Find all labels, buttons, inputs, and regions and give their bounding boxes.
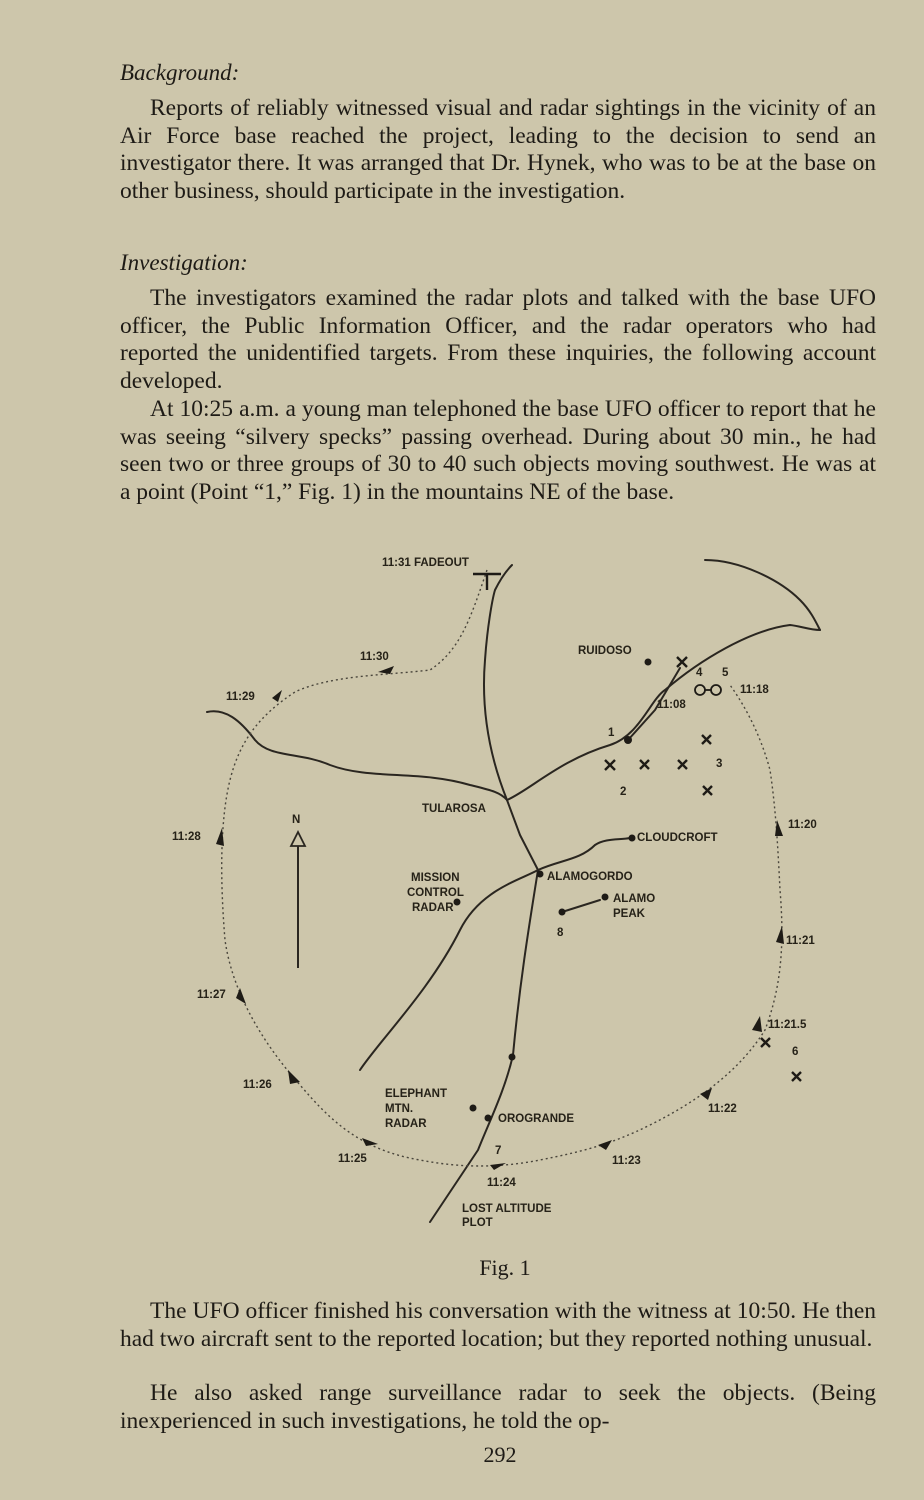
time-1125: 11:25 [338, 1153, 367, 1165]
time-1122: 11:22 [708, 1103, 737, 1115]
background-paragraph: Reports of reliably witnessed visual and radar sightings in the vicinity of an Air Force base reached the project, leading to the decision to send an investigator there. It was arranged that Dr. Hynek, who was to be at the base on other business, should participate in the investigation. [120, 95, 876, 204]
lost-altitude-2: PLOT [462, 1217, 493, 1229]
time-1123: 11:23 [612, 1155, 641, 1167]
time-1121: 11:21 [786, 935, 815, 947]
time-1118: 11:18 [740, 684, 769, 696]
investigation-paragraph-1: The investigators examined the radar plots and talked with the base UFO officer, the Public Information Officer, and the radar operators who had reported the unidentified targets. From these inquiries, the following account developed. [120, 285, 876, 394]
time-1124: 11:24 [487, 1177, 516, 1189]
point-5: 5 [722, 667, 729, 679]
place-alamogordo: ALAMOGORDO [547, 871, 633, 883]
point-2: 2 [620, 786, 627, 798]
time-1130: 11:30 [360, 651, 389, 663]
time-1121-5: 11:21.5 [768, 1019, 807, 1031]
point-4: 4 [696, 667, 703, 679]
place-elephant-1: ELEPHANT [385, 1088, 447, 1100]
point-8: 8 [557, 927, 564, 939]
investigation-paragraph-2: At 10:25 a.m. a young man telephoned the base UFO officer to report that he was seeing “silvery specks” passing overhead. During about 30 min., he had seen two or three groups of 30 to 40 such objects moving southwest. He was at a point (Point “1,” Fig. 1) in the mountains NE of the base. [120, 396, 876, 505]
time-1127: 11:27 [197, 989, 226, 1001]
place-ruidoso: RUIDOSO [578, 645, 632, 657]
place-cloudcroft: CLOUDCROFT [637, 832, 718, 844]
place-alamo-peak-2: PEAK [613, 908, 645, 920]
after-paragraph-2: He also asked range surveillance radar to seek the objects. (Being inexperienced in such investigations, he told the op- [120, 1380, 876, 1434]
north-label: N [292, 814, 301, 826]
figure-1-map [0, 545, 924, 1250]
investigation-heading: Investigation: [120, 250, 248, 275]
point-7: 7 [495, 1145, 502, 1157]
fadeout-label: 11:31 FADEOUT [382, 557, 469, 569]
figure-caption: Fig. 1 [479, 1255, 531, 1280]
place-orogrande: OROGRANDE [498, 1113, 575, 1125]
time-1129: 11:29 [226, 691, 255, 703]
time-1120: 11:20 [788, 819, 817, 831]
point-1: 1 [608, 727, 615, 739]
time-1128: 11:28 [172, 831, 201, 843]
time-1108: 11:08 [657, 699, 686, 711]
place-mission-1: MISSION [411, 872, 460, 884]
place-mission-2: CONTROL [407, 887, 464, 899]
place-elephant-3: RADAR [385, 1118, 427, 1130]
lost-altitude-1: LOST ALTITUDE [462, 1203, 552, 1215]
point-3: 3 [716, 758, 723, 770]
after-paragraph-1: The UFO officer finished his conversation with the witness at 10:50. He then had two aircraft sent to the reported location; but they reported nothing unusual. [120, 1298, 876, 1352]
place-mission-3: RADAR [412, 902, 454, 914]
page-number: 292 [483, 1442, 517, 1467]
time-1126: 11:26 [243, 1079, 272, 1091]
place-elephant-2: MTN. [385, 1103, 414, 1115]
background-heading: Background: [120, 60, 240, 85]
point-6: 6 [792, 1046, 799, 1058]
place-alamo-peak-1: ALAMO [613, 893, 656, 905]
place-tularosa: TULAROSA [422, 803, 486, 815]
